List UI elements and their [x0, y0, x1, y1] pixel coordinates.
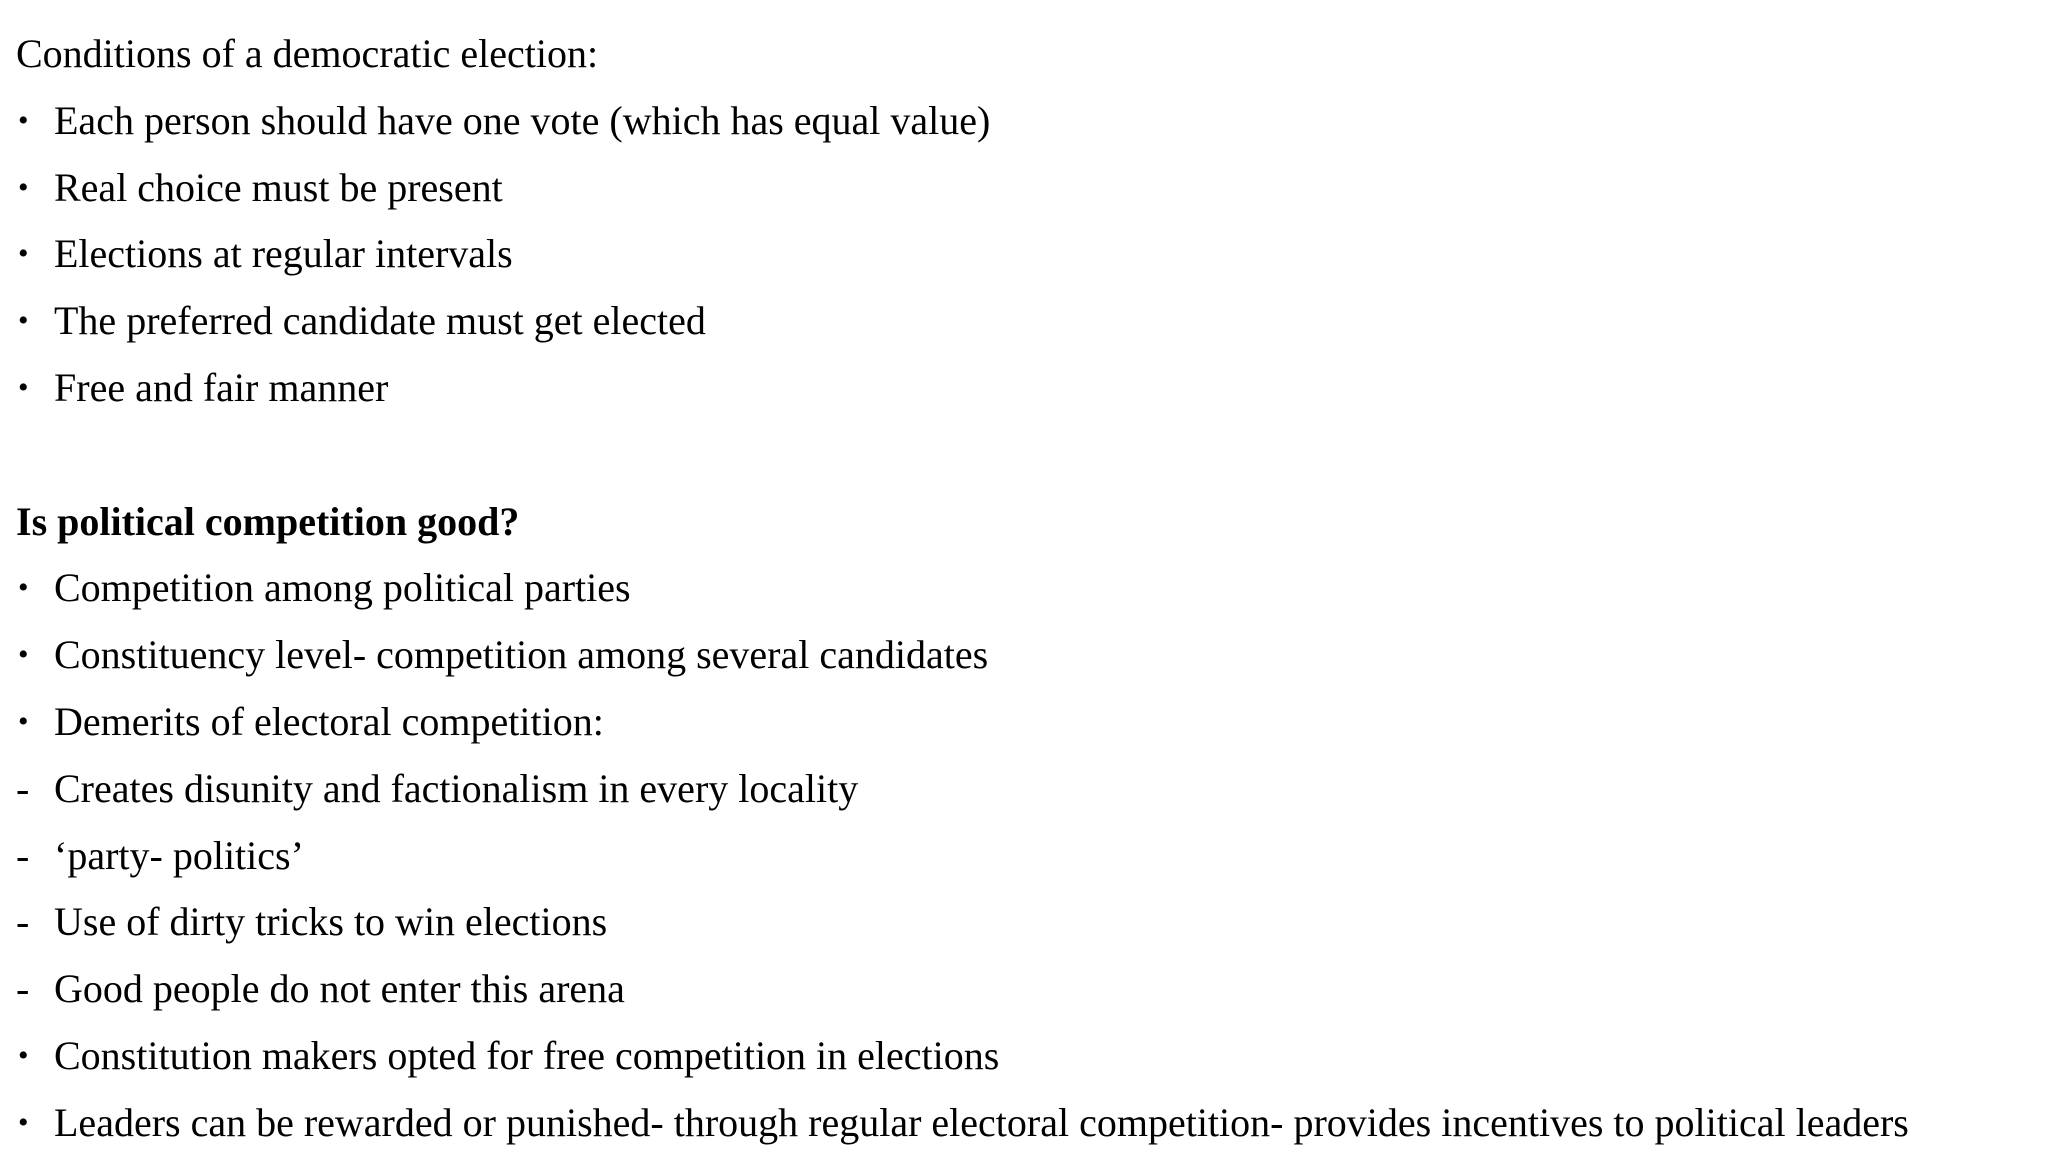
bullet-icon: • — [18, 370, 29, 404]
list-item-text: Real choice must be present — [54, 164, 503, 210]
list-item — [16, 288, 2036, 355]
list-item-text: Constituency level- competition among several candidates — [54, 632, 989, 678]
list-item-text: Elections at regular intervals — [54, 231, 513, 277]
list-item — [16, 689, 2036, 756]
dash-icon: - — [16, 832, 30, 878]
bullet-icon: • — [18, 1038, 29, 1072]
list-item-text: Free and fair manner — [54, 364, 389, 410]
document-body — [16, 21, 2036, 1157]
sub-list-item — [16, 889, 2036, 956]
list-item — [16, 88, 2036, 155]
list-item-text: Creates disunity and factionalism in every locality — [54, 765, 859, 811]
list-item-text: Each person should have one vote (which has equal value) — [54, 97, 991, 143]
dash-icon: - — [16, 765, 30, 811]
bullet-icon: • — [18, 103, 29, 137]
list-item-text: Use of dirty tricks to win elections — [54, 899, 608, 945]
list-item-text: Leaders can be rewarded or punished- through regular electoral competition- provides incentives to political leaders — [54, 1099, 1909, 1145]
section-heading-conditions: Conditions of a democratic election: — [16, 31, 599, 76]
list-item-text: Constitution makers opted for free competition in elections — [54, 1032, 1000, 1078]
list-item-text: The preferred candidate must get elected — [54, 298, 706, 344]
bullet-icon: • — [18, 170, 29, 204]
list-item-text: Good people do not enter this arena — [54, 966, 625, 1012]
list-item — [16, 155, 2036, 222]
list-item-text: Demerits of electoral competition: — [54, 698, 604, 744]
bullet-icon: • — [18, 304, 29, 338]
sub-list-item — [16, 823, 2036, 890]
list-item — [16, 1090, 2036, 1157]
list-item — [16, 555, 2036, 622]
list-item — [16, 622, 2036, 689]
list-item — [16, 1023, 2036, 1090]
bullet-icon: • — [18, 1105, 29, 1139]
dash-icon: - — [16, 899, 30, 945]
spacer — [16, 422, 2036, 489]
bullet-icon: • — [18, 571, 29, 605]
list-item — [16, 221, 2036, 288]
bullet-icon: • — [18, 704, 29, 738]
dash-icon: - — [16, 966, 30, 1012]
sub-list-item — [16, 956, 2036, 1023]
list-item — [16, 355, 2036, 422]
bullet-icon: • — [18, 638, 29, 672]
section-heading-competition: Is political competition good? — [16, 498, 520, 544]
bullet-icon: • — [18, 237, 29, 271]
list-item-text: Competition among political parties — [54, 565, 631, 611]
sub-list-item — [16, 756, 2036, 823]
list-item-text: ‘party- politics’ — [54, 832, 304, 878]
